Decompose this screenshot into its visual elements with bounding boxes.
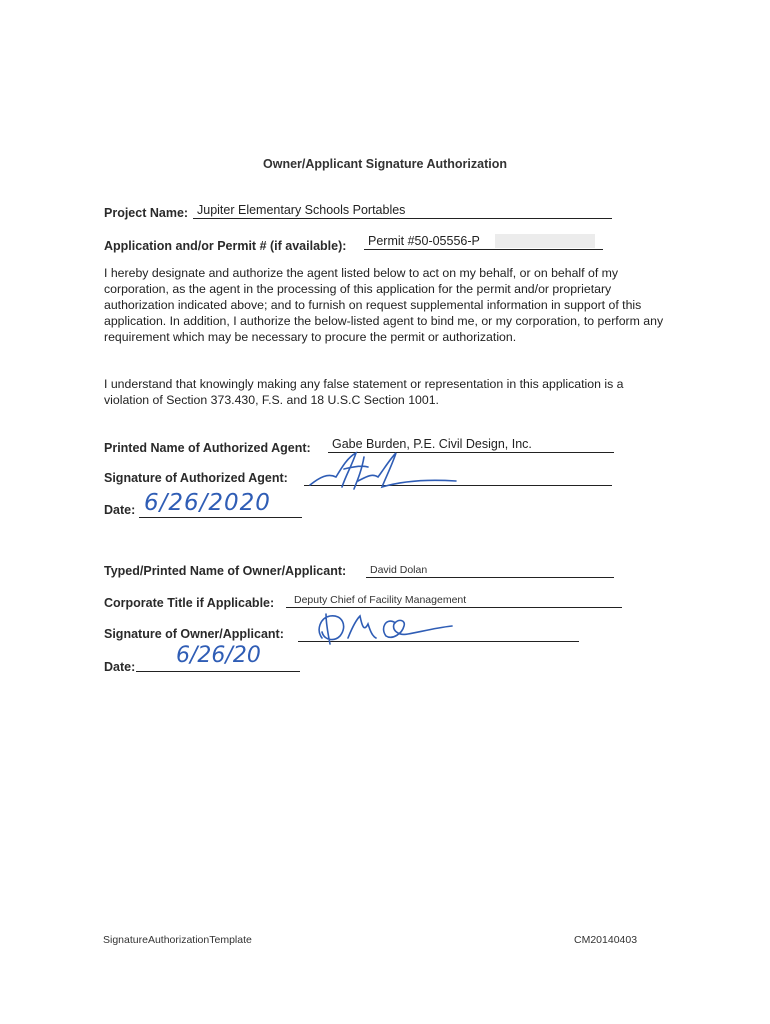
owner-title-field[interactable] — [286, 592, 622, 608]
agent-signature-row — [104, 471, 288, 485]
agent-name-label: Printed Name of Authorized Agent: — [104, 441, 311, 455]
owner-date-label: Date: — [104, 660, 136, 674]
false-statement-paragraph: I understand that knowingly making any false statement or representation in this application is a violation of Section 373.430, F.S. and 18 U.S.C Section 1001. — [104, 377, 624, 407]
agent-date-row — [104, 503, 135, 517]
owner-title-label: Corporate Title if Applicable: — [104, 596, 275, 610]
owner-name-label: Typed/Printed Name of Owner/Applicant: — [104, 564, 347, 578]
agent-signature-image — [306, 447, 466, 493]
permit-field[interactable] — [364, 234, 603, 250]
project-name-value: Jupiter Elementary Schools Portables — [197, 203, 406, 217]
authorization-paragraph: I hereby designate and authorize the agent listed below to act on my behalf, or on behalf of my corporation, as the agent in the processing of this application for the permit and/or proprietary authorization indicated above; and to furnish on request supplemental information in support of this application. In addition, I authorize the below-listed agent to bind me, or my corporation, to perform any requirement which may be necessary to procure the permit or authorization. — [104, 266, 664, 344]
owner-name-value: David Dolan — [370, 564, 428, 576]
owner-date-row — [104, 660, 135, 674]
agent-date-value: 6/26/2020 — [144, 490, 271, 516]
owner-title-row — [104, 596, 274, 610]
document-title: Owner/Applicant Signature Authorization — [263, 157, 507, 171]
permit-value: Permit #50-05556-P — [368, 234, 480, 248]
permit-row — [104, 239, 346, 253]
project-name-label: Project Name: — [104, 206, 189, 220]
agent-signature-label: Signature of Authorized Agent: — [104, 471, 288, 485]
owner-signature-image — [312, 610, 462, 646]
owner-name-field[interactable] — [366, 562, 614, 578]
owner-date-value: 6/26/20 — [176, 643, 261, 668]
permit-label: Application and/or Permit # (if available): — [104, 239, 347, 253]
owner-name-row — [104, 564, 346, 578]
agent-name-value: Gabe Burden, P.E. Civil Design, Inc. — [332, 437, 532, 451]
agent-name-row — [104, 441, 311, 455]
footer-template-name: SignatureAuthorizationTemplate — [103, 934, 252, 946]
owner-signature-label: Signature of Owner/Applicant: — [104, 627, 284, 641]
project-name-field[interactable] — [193, 203, 612, 219]
footer-document-code: CM20140403 — [574, 934, 638, 946]
project-name-row — [104, 206, 188, 220]
owner-signature-row — [104, 627, 284, 641]
agent-date-label: Date: — [104, 503, 136, 517]
owner-title-value: Deputy Chief of Facility Management — [294, 594, 467, 606]
